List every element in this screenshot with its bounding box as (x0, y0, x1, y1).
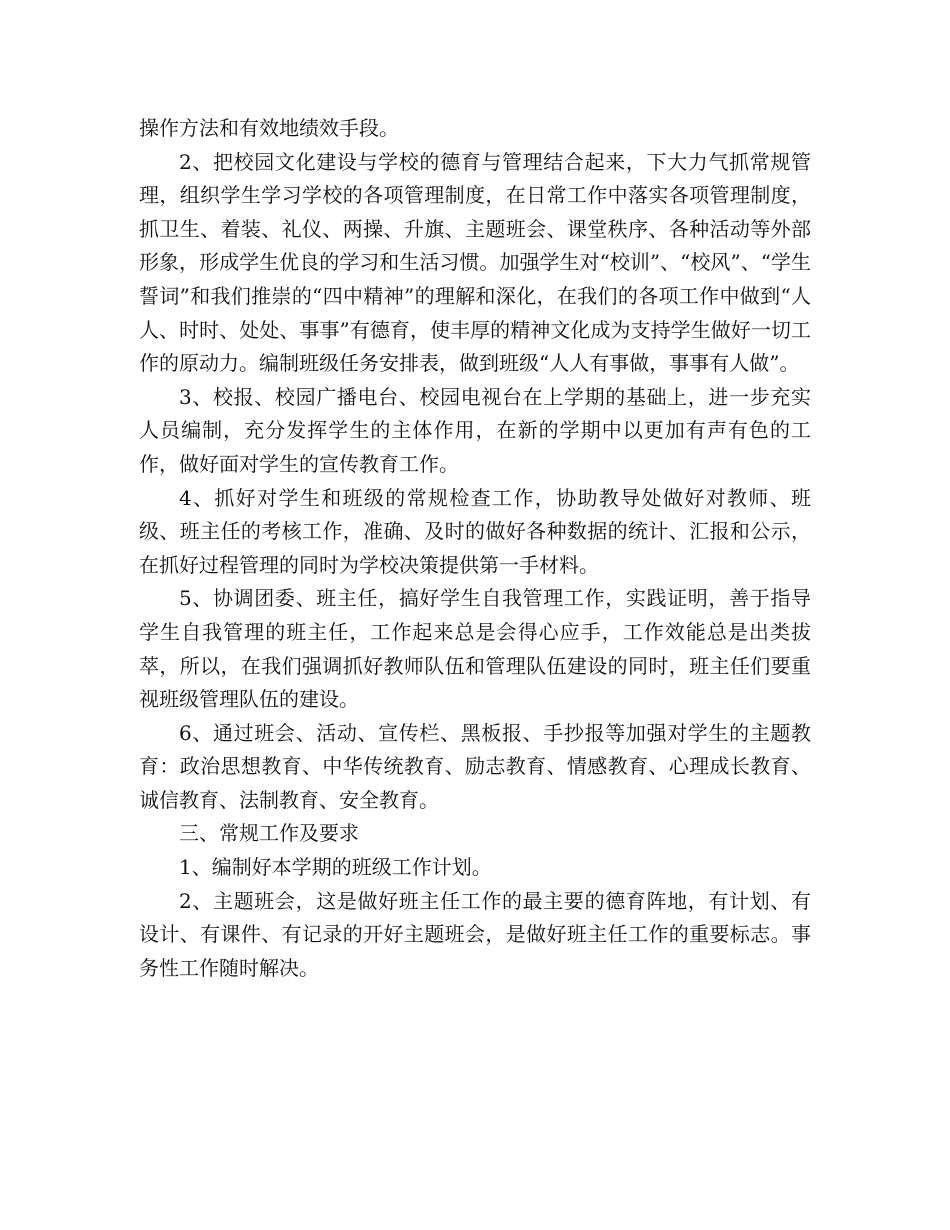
section-heading-routine-work: 三、常规工作及要求 (179, 821, 359, 846)
paragraph-routine-item-1: 1、编制好本学期的班级工作计划。 (179, 855, 492, 880)
paragraph-routine-item-2: 2、主题班会，这是做好班主任工作的最主要的德育阵地，有计划、有设计、有课件、有记录的开好主题班会，是做好班主任工作的重要标志。事务性工作随时解决。 (139, 888, 811, 980)
document-body (139, 112, 811, 985)
paragraph-item-5-self-management: 5、协调团委、班主任，搞好学生自我管理工作，实践证明，善于指导学生自我管理的班主任，工作起来总是会得心应手，工作效能总是出类拔萃，所以，在我们强调抓好教师队伍和管理队伍建设的同时，班主任们要重视班级管理队伍的建设。 (139, 586, 811, 712)
paragraph-item-4-routine-inspection: 4、抓好对学生和班级的常规检查工作，协助教导处做好对教师、班级、班主任的考核工作，准确、及时的做好各种数据的统计、汇报和公示，在抓好过程管理的同时为学校决策提供第一手材料。 (139, 485, 811, 577)
paragraph-item-6-theme-education: 6、通过班会、活动、宣传栏、黑板报、手抄报等加强对学生的主题教育：政治思想教育、中华传统教育、励志教育、情感教育、心理成长教育、诚信教育、法制教育、安全教育。 (139, 720, 811, 812)
paragraph-continuation: 操作方法和有效地绩效手段。 (139, 116, 399, 140)
paragraph-item-2-campus-culture: 2、把校园文化建设与学校的德育与管理结合起来，下大力气抓常规管理，组织学生学习学校的各项管理制度，在日常工作中落实各项管理制度，抓卫生、着装、礼仪、两操、升旗、主题班会、课堂秩序、各种活动等外部形象，形成学生优良的学习和生活习惯。加强学生对“校训”、“校风”、“学生誓词”和我们推崇的“四中精神”的理解和深化，在我们的各项工作中做到“人人、时时、处处、事事”有德育，使丰厚的精神文化成为支持学生做好一切工作的原动力。编制班级任务安排表，做到班级“人人有事做，事事有人做”。 (139, 149, 811, 376)
paragraph-item-3-campus-media: 3、校报、校园广播电台、校园电视台在上学期的基础上，进一步充实人员编制，充分发挥学生的主体作用，在新的学期中以更加有声有色的工作，做好面对学生的宣传教育工作。 (139, 384, 811, 476)
